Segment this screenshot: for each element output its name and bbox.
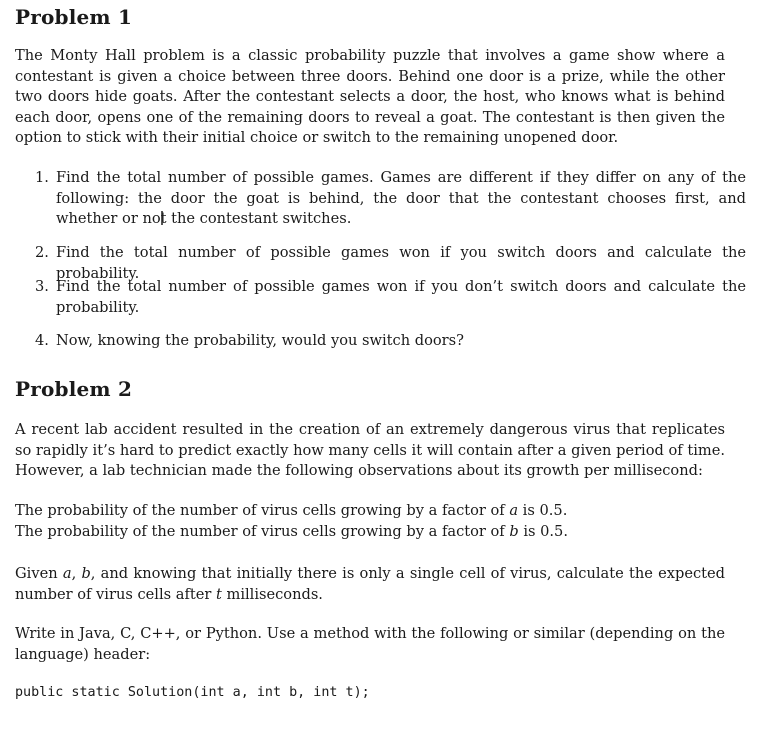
question-text: Find the total number of possible games won if you switch doors and calculate the probability.	[56, 244, 746, 282]
problem-1-title: Problem 1	[15, 5, 133, 29]
method-header-code: public static Solution(int a, int b, int t);	[15, 685, 370, 700]
problem-2-intro: A recent lab accident resulted in the creation of an extremely dangerous virus that replicates so rapidly it’s hard to predict exactly how many cells it will contain after a given period of time. However, a lab technician made the following observations about its growth per millisecond:	[15, 421, 725, 479]
question-number: 3.	[35, 278, 49, 295]
language-instructions: Write in Java, C, C++, or Python. Use a method with the following or similar (depending on the language) header:	[15, 625, 725, 663]
question-text: Now, knowing the probability, would you switch doors?	[56, 332, 464, 349]
probability-a-statement: The probability of the number of virus cells growing by a factor of a is 0.5.	[15, 502, 568, 519]
problem-1-intro: The Monty Hall problem is a classic probability puzzle that involves a game show where a contestant is given a choice between three doors. Behind one door is a prize, while the other two doors hide goats. After the contestant selects a door, the host, who knows what is behind each door, opens one of the remaining doors to reveal a goat. The contestant is then given the option to stick with their initial choice or switch to the remaining unopened door.	[15, 47, 725, 146]
question-text: Find the total number of possible games won if you don’t switch doors and calculate the probability.	[56, 278, 746, 316]
problem-2-title: Problem 2	[15, 377, 133, 401]
question-1	[35, 168, 746, 230]
question-text: Find the total number of possible games. Games are different if they differ on any of the following: the door the goat is behind, the door that the contestant chooses first, and whether or not the contestant switches.	[56, 169, 746, 227]
variable-b: b	[81, 565, 91, 582]
question-number: 4.	[35, 332, 49, 349]
question-number: 2.	[35, 244, 49, 261]
question-4	[35, 331, 746, 352]
probability-b-statement: The probability of the number of virus cells growing by a factor of b is 0.5.	[15, 523, 568, 540]
variable-a: a	[62, 565, 72, 582]
variable-a: a	[509, 502, 519, 519]
question-3	[35, 277, 746, 318]
question-number: 1.	[35, 169, 49, 186]
variable-b: b	[509, 523, 519, 540]
variable-t: t	[215, 585, 222, 603]
problem-2-task: Given a, b, and knowing that initially there is only a single cell of virus, calculate the expected number of virus cells after t milliseconds.	[15, 565, 725, 603]
